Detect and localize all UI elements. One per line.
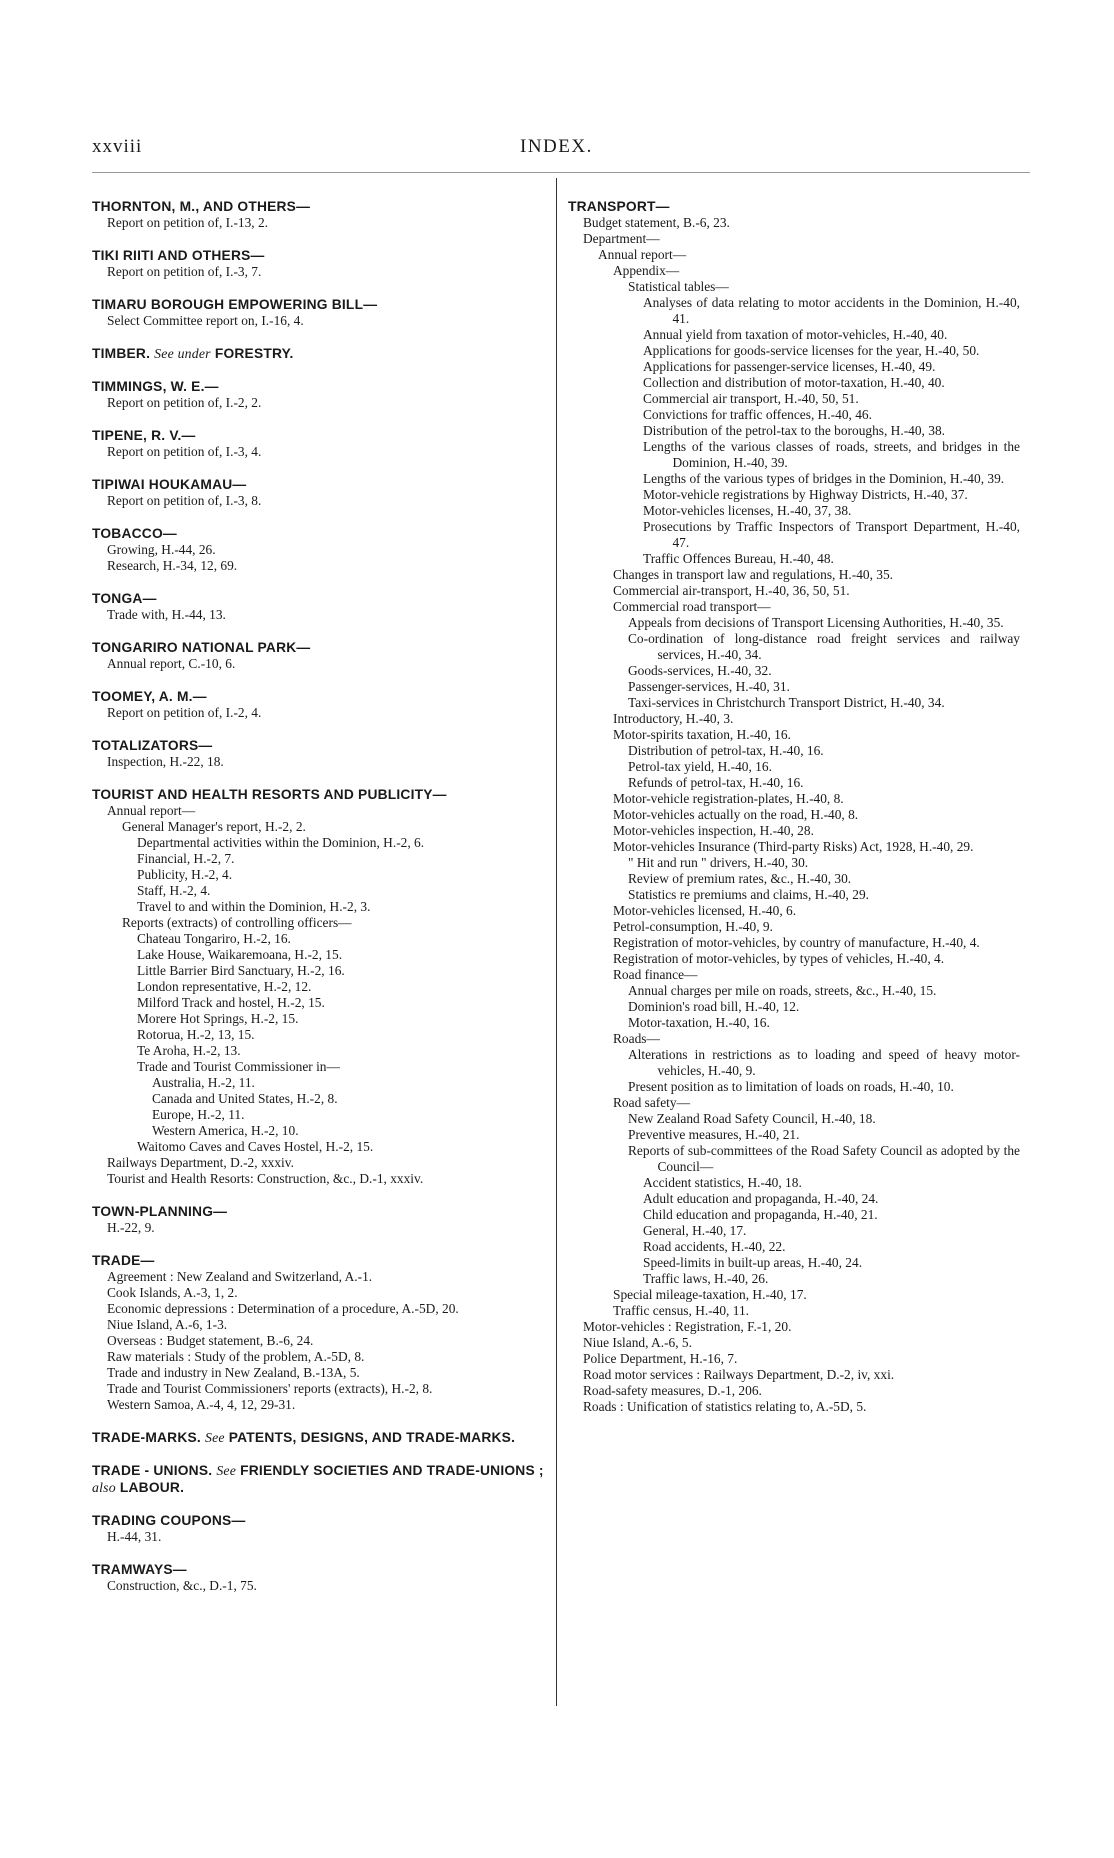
index-subentry: Report on petition of, I.-2, 2.: [107, 395, 262, 410]
index-entry: [92, 1203, 544, 1236]
index-entry: [92, 688, 544, 721]
index-entry: [92, 1512, 544, 1545]
heading-text: TIPENE, R. V.—: [92, 428, 196, 443]
index-subentry: Road safety—: [613, 1095, 690, 1110]
heading-text: TONGARIRO NATIONAL PARK—: [92, 640, 311, 655]
index-subentry: Trade with, H.-44, 13.: [107, 607, 226, 622]
index-heading: [92, 296, 544, 313]
index-subentry: Traffic Offences Bureau, H.-40, 48.: [643, 551, 834, 566]
index-subentry: Motor-vehicle registration-plates, H.-40, 8.: [613, 791, 844, 806]
index-heading: [92, 427, 544, 444]
index-subentry: Present position as to limitation of loads on roads, H.-40, 10.: [628, 1079, 954, 1094]
index-heading: [92, 345, 544, 362]
index-subentry: Police Department, H.-16, 7.: [583, 1351, 738, 1366]
index-subentry: Dominion's road bill, H.-40, 12.: [628, 999, 800, 1014]
index-heading: [92, 1462, 544, 1496]
index-subentry: Applications for goods-service licenses for the year, H.-40, 50.: [643, 343, 980, 358]
index-subentry: Annual report, C.-10, 6.: [107, 656, 236, 671]
index-subentry: Distribution of petrol-tax, H.-40, 16.: [628, 743, 824, 758]
index-subentry: Little Barrier Bird Sanctuary, H.-2, 16.: [137, 963, 345, 978]
index-subentry: Petrol-consumption, H.-40, 9.: [613, 919, 773, 934]
index-subentry: Accident statistics, H.-40, 18.: [643, 1175, 802, 1190]
index-subentry: H.-22, 9.: [107, 1220, 155, 1235]
index-subentry: Construction, &c., D.-1, 75.: [107, 1578, 257, 1593]
index-subentry: Lake House, Waikaremoana, H.-2, 15.: [137, 947, 343, 962]
heading-text: TOOMEY, A. M.—: [92, 689, 207, 704]
see-target: LABOUR.: [119, 1480, 185, 1495]
index-subentry: Roads—: [613, 1031, 660, 1046]
index-subentry: Analyses of data relating to motor accidents in the Dominion, H.-40, 41.: [643, 295, 1020, 326]
index-entry: [92, 1561, 544, 1594]
index-subentry: Convictions for traffic offences, H.-40, 46.: [643, 407, 872, 422]
see-also: also: [92, 1480, 116, 1495]
index-subentry: H.-44, 31.: [107, 1529, 162, 1544]
index-subentry: Special mileage-taxation, H.-40, 17.: [613, 1287, 807, 1302]
see-reference: See: [204, 1430, 225, 1445]
index-subentry: Report on petition of, I.-2, 4.: [107, 705, 262, 720]
index-subentry: Traffic laws, H.-40, 26.: [643, 1271, 769, 1286]
index-subentry: Road motor services : Railways Department, D.-2, iv, xxi.: [583, 1367, 895, 1382]
index-subentry: Motor-vehicles licensed, H.-40, 6.: [613, 903, 797, 918]
index-subentry: Department—: [583, 231, 660, 246]
index-entry: [92, 1252, 544, 1413]
heading-text: TOBACCO—: [92, 526, 177, 541]
heading-text: TRADING COUPONS—: [92, 1513, 246, 1528]
index-subentry: Western Samoa, A.-4, 4, 12, 29-31.: [107, 1397, 296, 1412]
heading-text: TIMARU BOROUGH EMPOWERING BILL—: [92, 297, 378, 312]
index-subentry: Annual yield from taxation of motor-vehicles, H.-40, 40.: [643, 327, 948, 342]
index-subentry: Traffic census, H.-40, 11.: [613, 1303, 749, 1318]
index-subentry: Australia, H.-2, 11.: [152, 1075, 255, 1090]
heading-text: TIKI RIITI AND OTHERS—: [92, 248, 265, 263]
index-entry: [92, 427, 544, 460]
index-subentry: Departmental activities within the Dominion, H.-2, 6.: [137, 835, 425, 850]
see-reference: See: [216, 1463, 237, 1478]
index-subentry: Child education and propaganda, H.-40, 21.: [643, 1207, 878, 1222]
index-entry: [92, 525, 544, 574]
index-subentry: Report on petition of, I.-13, 2.: [107, 215, 269, 230]
right-column: [568, 198, 1020, 1431]
index-subentry: Annual charges per mile on roads, streets, &c., H.-40, 15.: [628, 983, 937, 998]
index-subentry: Commercial road transport—: [613, 599, 771, 614]
index-subentry: Taxi-services in Christchurch Transport District, H.-40, 34.: [628, 695, 945, 710]
index-subentry: General, H.-40, 17.: [643, 1223, 747, 1238]
index-subentry: Motor-vehicles actually on the road, H.-40, 8.: [613, 807, 859, 822]
index-entry: [92, 198, 544, 231]
index-subentry: Morere Hot Springs, H.-2, 15.: [137, 1011, 299, 1026]
index-heading: [92, 525, 544, 542]
index-subentry: Motor-vehicles licenses, H.-40, 37, 38.: [643, 503, 852, 518]
index-subentry: Lengths of the various classes of roads, streets, and bridges in the Dominion, H.-40, 39.: [643, 439, 1020, 470]
index-heading: [92, 476, 544, 493]
heading-text: TRAMWAYS—: [92, 1562, 187, 1577]
index-subentry: Cook Islands, A.-3, 1, 2.: [107, 1285, 238, 1300]
index-subentry: Motor-vehicle registrations by Highway Districts, H.-40, 37.: [643, 487, 968, 502]
heading-text: THORNTON, M., AND OTHERS—: [92, 199, 311, 214]
index-heading: [92, 786, 544, 803]
index-entry: [92, 296, 544, 329]
index-subentry: Overseas : Budget statement, B.-6, 24.: [107, 1333, 314, 1348]
index-subentry: Europe, H.-2, 11.: [152, 1107, 245, 1122]
index-entry: [92, 476, 544, 509]
heading-text: TRADE-MARKS.: [92, 1430, 201, 1445]
index-heading: [92, 590, 544, 607]
index-subentry: Prosecutions by Traffic Inspectors of Transport Department, H.-40, 47.: [643, 519, 1020, 550]
index-subentry: Appendix—: [613, 263, 680, 278]
heading-text: TOURIST AND HEALTH RESORTS AND PUBLICITY—: [92, 787, 447, 802]
index-subentry: Road finance—: [613, 967, 698, 982]
index-subentry: Registration of motor-vehicles, by types of vehicles, H.-40, 4.: [613, 951, 945, 966]
index-subentry: Agreement : New Zealand and Switzerland, A.-1.: [107, 1269, 373, 1284]
index-subentry: Milford Track and hostel, H.-2, 15.: [137, 995, 325, 1010]
index-subentry: New Zealand Road Safety Council, H.-40, 18.: [628, 1111, 876, 1126]
index-subentry: Inspection, H.-22, 18.: [107, 754, 224, 769]
index-subentry: Research, H.-34, 12, 69.: [107, 558, 238, 573]
index-heading: [92, 1252, 544, 1269]
index-subentry: Refunds of petrol-tax, H.-40, 16.: [628, 775, 804, 790]
see-reference: See under: [154, 346, 211, 361]
see-target: FRIENDLY SOCIETIES AND TRADE-UNIONS ;: [240, 1463, 544, 1478]
heading-text: TIMBER.: [92, 346, 151, 361]
index-subentry: Budget statement, B.-6, 23.: [583, 215, 730, 230]
index-subentry: Review of premium rates, &c., H.-40, 30.: [628, 871, 852, 886]
index-heading: [92, 247, 544, 264]
index-subentry: Report on petition of, I.-3, 4.: [107, 444, 262, 459]
header-rule: [92, 172, 1030, 173]
index-heading: [92, 198, 544, 215]
index-entry: [92, 639, 544, 672]
left-column: [92, 198, 544, 1610]
index-heading: [92, 639, 544, 656]
index-subentry: Trade and Tourist Commissioner in—: [137, 1059, 340, 1074]
index-subentry: Statistics re premiums and claims, H.-40, 29.: [628, 887, 869, 902]
index-subentry: Publicity, H.-2, 4.: [137, 867, 233, 882]
index-subentry: Registration of motor-vehicles, by country of manufacture, H.-40, 4.: [613, 935, 980, 950]
index-subentry: Financial, H.-2, 7.: [137, 851, 235, 866]
index-subentry: Motor-vehicles Insurance (Third-party Risks) Act, 1928, H.-40, 29.: [613, 839, 974, 854]
index-subentry: Commercial air transport, H.-40, 50, 51.: [643, 391, 859, 406]
index-subentry: Niue Island, A.-6, 1-3.: [107, 1317, 228, 1332]
index-entry: [92, 345, 544, 362]
index-subentry: Roads : Unification of statistics relating to, A.-5D, 5.: [583, 1399, 867, 1414]
index-heading: [92, 1429, 544, 1446]
index-subentry: Tourist and Health Resorts: Construction, &c., D.-1, xxxiv.: [107, 1171, 424, 1186]
index-subentry: Motor-vehicles : Registration, F.-1, 20.: [583, 1319, 792, 1334]
index-subentry: Travel to and within the Dominion, H.-2, 3.: [137, 899, 371, 914]
index-subentry: Changes in transport law and regulations, H.-40, 35.: [613, 567, 894, 582]
heading-text: TONGA—: [92, 591, 157, 606]
index-heading: [92, 1203, 544, 1220]
index-subentry: Reports (extracts) of controlling officers—: [122, 915, 352, 930]
index-subentry: Annual report—: [107, 803, 196, 818]
index-entry: [92, 590, 544, 623]
index-entry: [92, 1462, 544, 1496]
index-subentry: Alterations in restrictions as to loading and speed of heavy motor-vehicles, H.-40, 9.: [628, 1047, 1020, 1078]
index-subentry: General Manager's report, H.-2, 2.: [122, 819, 306, 834]
index-subentry: Railways Department, D.-2, xxxiv.: [107, 1155, 294, 1170]
heading-text: TRADE - UNIONS.: [92, 1463, 213, 1478]
index-subentry: Motor-taxation, H.-40, 16.: [628, 1015, 770, 1030]
index-heading: [92, 1512, 544, 1529]
index-heading: TRANSPORT—: [568, 199, 670, 214]
index-subentry: Reports of sub-committees of the Road Safety Council as adopted by the Council—: [628, 1143, 1020, 1174]
index-subentry: Lengths of the various types of bridges in the Dominion, H.-40, 39.: [643, 471, 1005, 486]
index-subentry: Motor-spirits taxation, H.-40, 16.: [613, 727, 791, 742]
index-subentry: Preventive measures, H.-40, 21.: [628, 1127, 800, 1142]
index-subentry: Trade and Tourist Commissioners' reports (extracts), H.-2, 8.: [107, 1381, 433, 1396]
index-subentry: Collection and distribution of motor-taxation, H.-40, 40.: [643, 375, 945, 390]
index-subentry: Staff, H.-2, 4.: [137, 883, 211, 898]
index-subentry: Report on petition of, I.-3, 8.: [107, 493, 262, 508]
index-entry: [92, 737, 544, 770]
index-subentry: Raw materials : Study of the problem, A.-5D, 8.: [107, 1349, 365, 1364]
index-subentry: Economic depressions : Determination of a procedure, A.-5D, 20.: [107, 1301, 459, 1316]
index-subentry: Trade and industry in New Zealand, B.-13A, 5.: [107, 1365, 360, 1380]
index-subentry: London representative, H.-2, 12.: [137, 979, 312, 994]
heading-text: TOWN-PLANNING—: [92, 1204, 228, 1219]
see-target: PATENTS, DESIGNS, AND TRADE-MARKS.: [228, 1430, 516, 1445]
index-subentry: Passenger-services, H.-40, 31.: [628, 679, 790, 694]
index-entry: [568, 198, 1020, 1415]
index-subentry: Road-safety measures, D.-1, 206.: [583, 1383, 762, 1398]
running-title: INDEX.: [520, 136, 593, 157]
heading-text: TIPIWAI HOUKAMAU—: [92, 477, 247, 492]
index-heading: [92, 1561, 544, 1578]
index-heading: [92, 688, 544, 705]
index-subentry: " Hit and run " drivers, H.-40, 30.: [628, 855, 809, 870]
index-subentry: Annual report—: [598, 247, 687, 262]
index-subentry: Western America, H.-2, 10.: [152, 1123, 299, 1138]
heading-text: TRADE—: [92, 1253, 155, 1268]
index-entry: [92, 786, 544, 1187]
index-subentry: Waitomo Caves and Caves Hostel, H.-2, 15.: [137, 1139, 374, 1154]
index-heading: [92, 737, 544, 754]
index-entry: [92, 247, 544, 280]
index-subentry: Applications for passenger-service licenses, H.-40, 49.: [643, 359, 936, 374]
index-subentry: Goods-services, H.-40, 32.: [628, 663, 772, 678]
index-heading: [92, 378, 544, 395]
page-number: xxviii: [92, 136, 143, 157]
index-subentry: Chateau Tongariro, H.-2, 16.: [137, 931, 291, 946]
index-subentry: Commercial air-transport, H.-40, 36, 50, 51.: [613, 583, 850, 598]
index-subentry: Speed-limits in built-up areas, H.-40, 24.: [643, 1255, 863, 1270]
index-entry: [92, 1429, 544, 1446]
index-subentry: Adult education and propaganda, H.-40, 24.: [643, 1191, 879, 1206]
index-subentry: Introductory, H.-40, 3.: [613, 711, 734, 726]
index-subentry: Niue Island, A.-6, 5.: [583, 1335, 692, 1350]
index-subentry: Select Committee report on, I.-16, 4.: [107, 313, 304, 328]
index-subentry: Rotorua, H.-2, 13, 15.: [137, 1027, 255, 1042]
index-subentry: Road accidents, H.-40, 22.: [643, 1239, 786, 1254]
index-subentry: Co-ordination of long-distance road freight services and railway services, H.-40, 34.: [628, 631, 1020, 662]
heading-text: TIMMINGS, W. E.—: [92, 379, 219, 394]
index-subentry: Report on petition of, I.-3, 7.: [107, 264, 262, 279]
see-target: FORESTRY.: [214, 346, 294, 361]
index-subentry: Growing, H.-44, 26.: [107, 542, 216, 557]
column-divider: [556, 178, 557, 1706]
index-entry: [92, 378, 544, 411]
heading-text: TOTALIZATORS—: [92, 738, 213, 753]
index-subentry: Appeals from decisions of Transport Licensing Authorities, H.-40, 35.: [628, 615, 1004, 630]
index-subentry: Distribution of the petrol-tax to the boroughs, H.-40, 38.: [643, 423, 945, 438]
index-subentry: Statistical tables—: [628, 279, 729, 294]
index-subentry: Te Aroha, H.-2, 13.: [137, 1043, 241, 1058]
index-subentry: Petrol-tax yield, H.-40, 16.: [628, 759, 772, 774]
index-subentry: Motor-vehicles inspection, H.-40, 28.: [613, 823, 814, 838]
index-subentry: Canada and United States, H.-2, 8.: [152, 1091, 338, 1106]
